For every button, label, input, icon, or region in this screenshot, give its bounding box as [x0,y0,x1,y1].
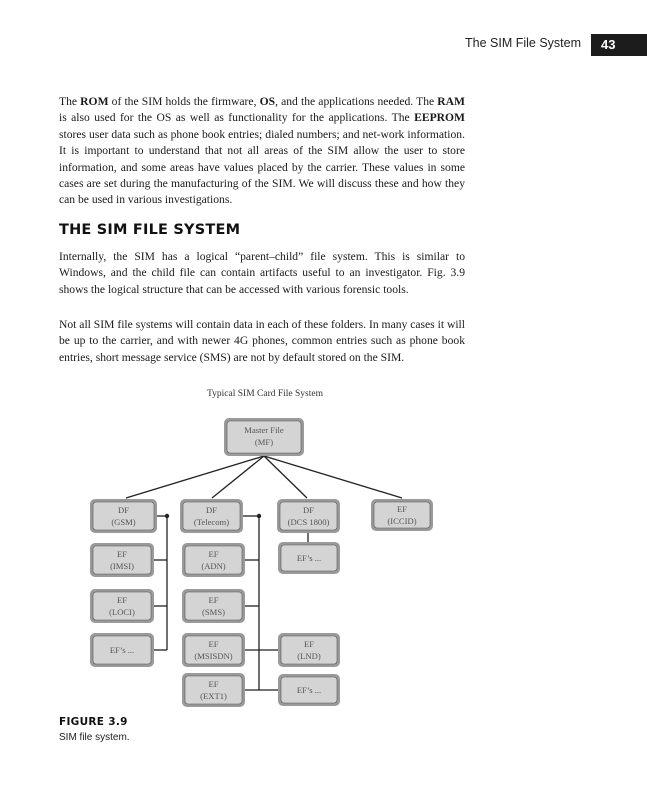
connector-mf-gsm [126,456,264,498]
node-efs-more-gsm [90,633,154,667]
node-text-2: (LND) [297,651,321,661]
node-text-1: Master File [244,425,284,435]
node-text-1: EF [396,504,408,514]
node-ef-sms [182,589,245,623]
bold-term: RAM [437,95,465,108]
page-number: 43 [591,34,647,56]
node-text-2: (MSISDN) [194,651,233,661]
bold-term: OS [259,95,276,108]
diagram-title: Typical SIM Card File System [207,389,323,399]
node-df-telecom [180,499,243,533]
node-text-1: DF [303,505,314,515]
junction-dot-telecom [257,514,261,518]
bold-term: EEPROM [414,111,465,125]
text-run: , and the applications needed. The [275,95,438,108]
node-ef-lnd [278,633,340,667]
bold-term: ROM [80,95,109,108]
section-heading: THE SIM FILE SYSTEM [59,222,241,238]
connector-mf-telecom [212,456,264,498]
node-text-2: (ICCID) [387,516,417,526]
figure-label: FIGURE 3.9 [59,716,128,728]
figure-caption: SIM file system. [59,732,130,743]
node-text-1: DF [206,505,217,515]
paragraph-file-system-carrier: Not all SIM file systems will contain data in each of these folders. In many cases it will be up to the carrier, and with newer 4G phones, common entries such as phone book entries, short message service (SMS) are not by default stored on the SIM. [59,318,465,364]
node-text-2: (LOCI) [109,607,135,617]
node-df-dcs1800 [277,499,340,533]
node-text-2: (EXT1) [200,691,227,701]
node-master-file [224,418,304,456]
text-run: of the SIM holds the firmware, [108,95,260,108]
node-text-2: (IMSI) [110,561,134,571]
node-ef-iccid [371,499,433,531]
connectors [126,456,402,690]
node-text-1: EF [116,595,128,605]
junction-dot-gsm [165,514,169,518]
node-text-1: EF’s ... [296,685,322,695]
node-text-1: EF [208,679,219,689]
node-efs-more-dcs [278,542,340,574]
node-df-gsm [90,499,157,533]
node-ef-imsi [90,543,154,577]
node-efs-more-telecom [278,674,340,706]
text-run: The [59,95,81,108]
node-ef-adn [182,543,245,577]
node-text-1: EF’s ... [296,553,322,563]
node-text-1: EF [303,639,315,649]
node-text-2: (ADN) [201,561,226,571]
node-ef-msisdn [182,633,245,667]
node-text-1: EF [208,639,219,649]
text-run: stores user data such as phone book entries; dialed numbers; and net-work information. It is important to understand that not all areas of the SIM allow the user to store information, and some areas have values placed by the carrier. These values in some cases are set during the manufacturing of the SIM. We will discuss these and how they can be used in various investigations. [59,127,465,207]
node-text-1: EF [116,549,128,559]
node-text-2: (SMS) [202,607,225,617]
node-text-2: (Telecom) [193,517,230,527]
paragraph-file-system-intro: Internally, the SIM has a logical “parent–child” file system. This is similar to Windows, and the child file can contain artifacts useful to an investigator. Fig. 3.9 shows the logical structure that can be accessed with various forensic tools. [59,250,465,296]
running-head-title: The SIM File System [465,36,581,50]
node-ef-loci [90,589,154,623]
node-text-1: EF’s ... [109,645,135,655]
node-ef-ext1 [182,673,245,707]
node-text-1: EF [208,549,219,559]
text-run: is also used for the OS as well as functionality for the applications. The [59,111,415,125]
node-text-2: (DCS 1800) [287,517,330,527]
node-text-2: (MF) [254,437,274,447]
node-text-1: EF [208,595,219,605]
node-text-2: (GSM) [111,517,136,527]
node-text-1: DF [118,505,129,515]
